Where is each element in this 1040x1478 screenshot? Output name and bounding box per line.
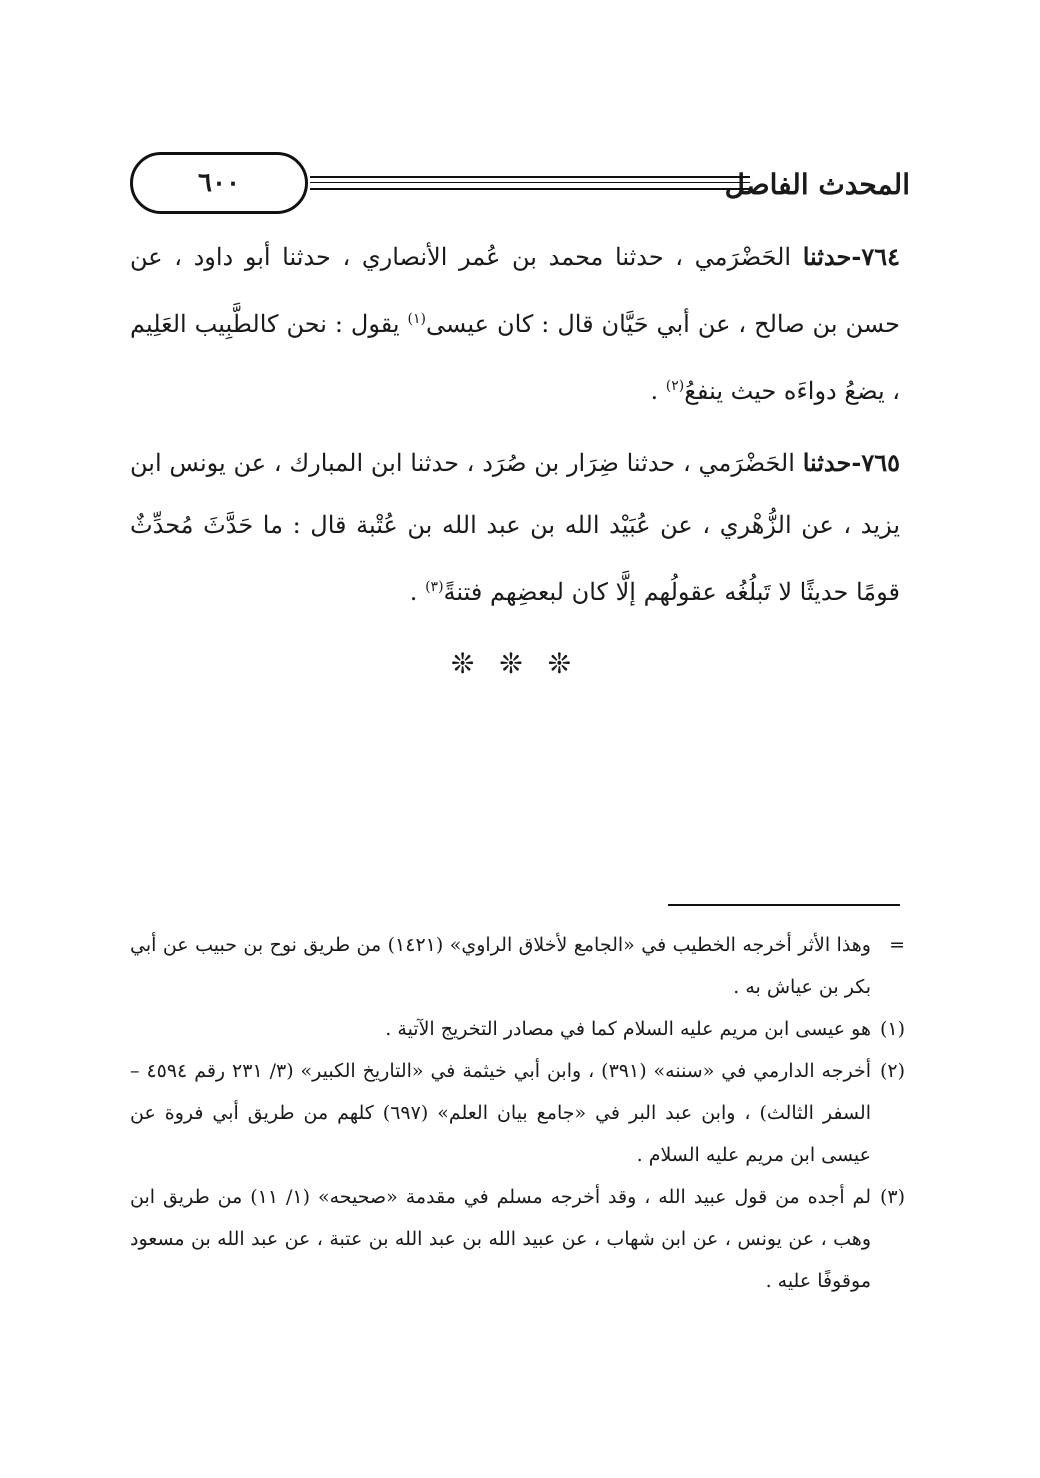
footnote-text: لم أجده من قول عبيد الله ، وقد أخرجه مسلم في مقدمة «صحيحه» (١/ ١١) من طريق ابن وهب ، عن يونس ، عن ابن شهاب ، عن عبيد الله بن عبد الله بن عتبة ، عن عبد الله بن مسعود موقوفًا عليه . bbox=[130, 1186, 871, 1292]
hadith-opening: حدثنا bbox=[802, 242, 852, 271]
footnotes bbox=[130, 924, 905, 1302]
footnote-continued bbox=[130, 924, 905, 1008]
footnote-2 bbox=[130, 1050, 905, 1176]
page-header bbox=[130, 150, 910, 222]
footnote-1 bbox=[130, 1008, 905, 1050]
main-text bbox=[130, 226, 900, 695]
footnote-3 bbox=[130, 1176, 905, 1302]
footnote-text: وهذا الأثر أخرجه الخطيب في «الجامع لأخلاق الراوي» (١٤٢١) من طريق نوح بن حبيب عن أبي بكر بن عياش به . bbox=[130, 934, 871, 998]
hadith-end: . bbox=[650, 377, 666, 405]
book-title: المحدث الفاصل bbox=[724, 168, 910, 201]
hadith-number: ٧٦٥- bbox=[851, 448, 900, 477]
footnote-text: هو عيسى ابن مريم عليه السلام كما في مصادر التخريج الآتية . bbox=[385, 1018, 871, 1040]
footnote-divider bbox=[668, 904, 900, 906]
hadith-number: ٧٦٤- bbox=[851, 242, 900, 271]
hadith-764 bbox=[130, 226, 900, 422]
section-separator: ❊ ❊ ❊ bbox=[450, 647, 580, 680]
hadith-text: الحَضْرَمي ، حدثنا ضِرَار بن صُرَد ، حدثنا ابن المبارك ، عن يونس ابن يزيد ، عن الزُّهْري ، عن عُبَيْد الله بن عبد الله بن عُتْبة قال : ما حَدَّثَ مُحدِّثٌ قومًا حديثًا لا تَبلُغُه عقولُهم إلَّا كان لبعضِهم فتنةً bbox=[130, 449, 900, 606]
footnote-ref: (٣) bbox=[425, 579, 444, 595]
hadith-text-continued: يقول : نحن كالطَّبِيب العَلِيم ، يضعُ دواءَه حيث ينفعُ bbox=[130, 310, 900, 405]
hadith-text: الحَضْرَمي ، حدثنا محمد بن عُمر الأنصاري ، حدثنا أبو داود ، عن حسن بن صالح ، عن أبي حَيَّان قال : كان عيسى bbox=[130, 243, 900, 338]
footnote-mark: = bbox=[889, 934, 905, 956]
footnote-mark: (٣) bbox=[879, 1186, 905, 1208]
footnote-mark: (١) bbox=[879, 1018, 905, 1040]
footnote-ref: (١) bbox=[407, 311, 426, 327]
footnote-text: أخرجه الدارمي في «سننه» (٣٩١) ، وابن أبي خيثمة في «التاريخ الكبير» (٣/ ٢٣١ رقم ٤٥٩٤ – السفر الثالث) ، وابن عبد البر في «جامع بيان العلم» (٦٩٧) كلهم من طريق أبي فروة عن عيسى ابن مريم عليه السلام . bbox=[130, 1060, 871, 1166]
header-double-rule bbox=[310, 176, 750, 190]
page-number: ٦٠٠ bbox=[198, 168, 240, 198]
footnote-mark: (٢) bbox=[879, 1060, 905, 1082]
hadith-end: . bbox=[409, 578, 426, 606]
page-number-badge bbox=[130, 152, 308, 214]
hadith-765 bbox=[130, 432, 900, 623]
footnote-ref: (٢) bbox=[665, 378, 685, 394]
hadith-opening: حدثنا bbox=[802, 448, 852, 477]
